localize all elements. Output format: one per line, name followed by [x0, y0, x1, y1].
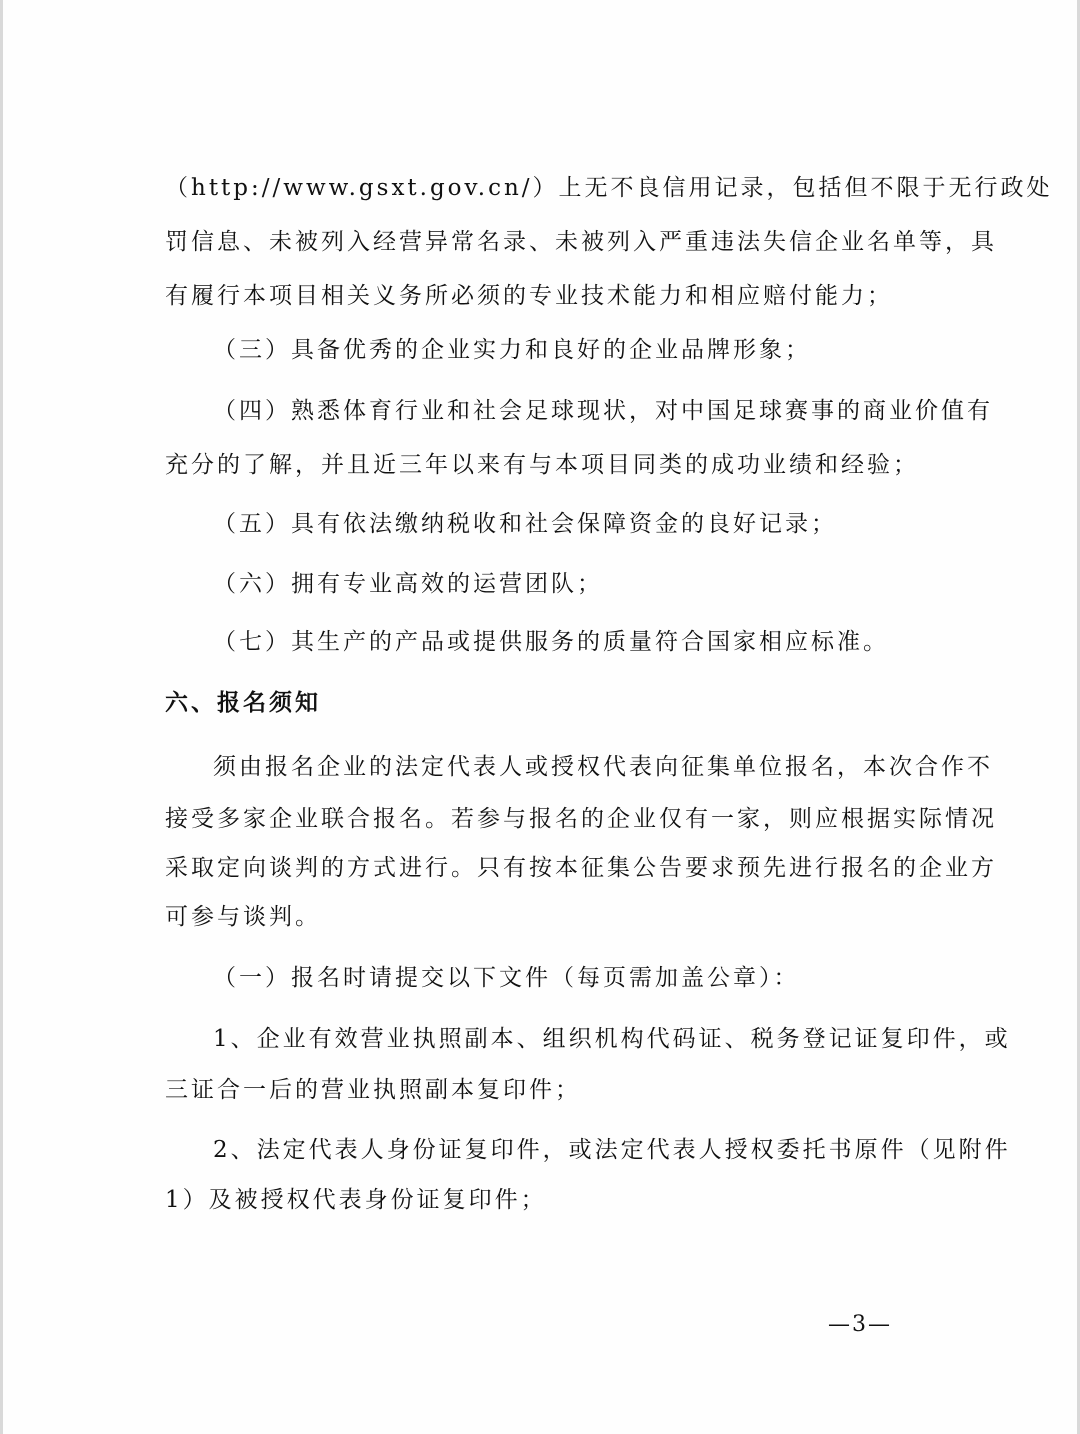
section-heading: 六、报名须知 [165, 690, 321, 716]
text-line: （一）报名时请提交以下文件（每页需加盖公章）： [213, 965, 800, 991]
text-line: （四）熟悉体育行业和社会足球现状，对中国足球赛事的商业价值有 [213, 398, 993, 424]
text-line: 采取定向谈判的方式进行。只有按本征集公告要求预先进行报名的企业方 [165, 855, 997, 881]
page-edge-left [0, 0, 3, 1434]
text-line: 充分的了解，并且近三年以来有与本项目同类的成功业绩和经验； [165, 452, 919, 478]
text-line: 有履行本项目相关义务所必须的专业技术能力和相应赔付能力； [165, 283, 893, 309]
text-line: 1）及被授权代表身份证复印件； [165, 1187, 547, 1213]
text-line: （七）其生产的产品或提供服务的质量符合国家相应标准。 [213, 629, 889, 655]
text-line: （三）具备优秀的企业实力和良好的企业品牌形象； [213, 337, 811, 363]
text-line: 须由报名企业的法定代表人或授权代表向征集单位报名，本次合作不 [213, 754, 993, 780]
text-line: 2、法定代表人身份证复印件，或法定代表人授权委托书原件（见附件 [213, 1137, 1011, 1163]
text-line: （六）拥有专业高效的运营团队； [213, 571, 603, 597]
text-line: （http://www.gsxt.gov.cn/）上无不良信用记录，包括但不限于无行政处 [165, 175, 1053, 201]
page-number: —3— [828, 1312, 892, 1337]
text-line: 三证合一后的营业执照副本复印件； [165, 1077, 581, 1103]
text-line: 罚信息、未被列入经营异常名录、未被列入严重违法失信企业名单等，具 [165, 229, 997, 255]
text-line: （五）具有依法缴纳税收和社会保障资金的良好记录； [213, 511, 837, 537]
text-line: 1、企业有效营业执照副本、组织机构代码证、税务登记证复印件，或 [213, 1026, 1011, 1052]
text-line: 可参与谈判。 [165, 904, 321, 930]
text-line: 接受多家企业联合报名。若参与报名的企业仅有一家，则应根据实际情况 [165, 806, 997, 832]
